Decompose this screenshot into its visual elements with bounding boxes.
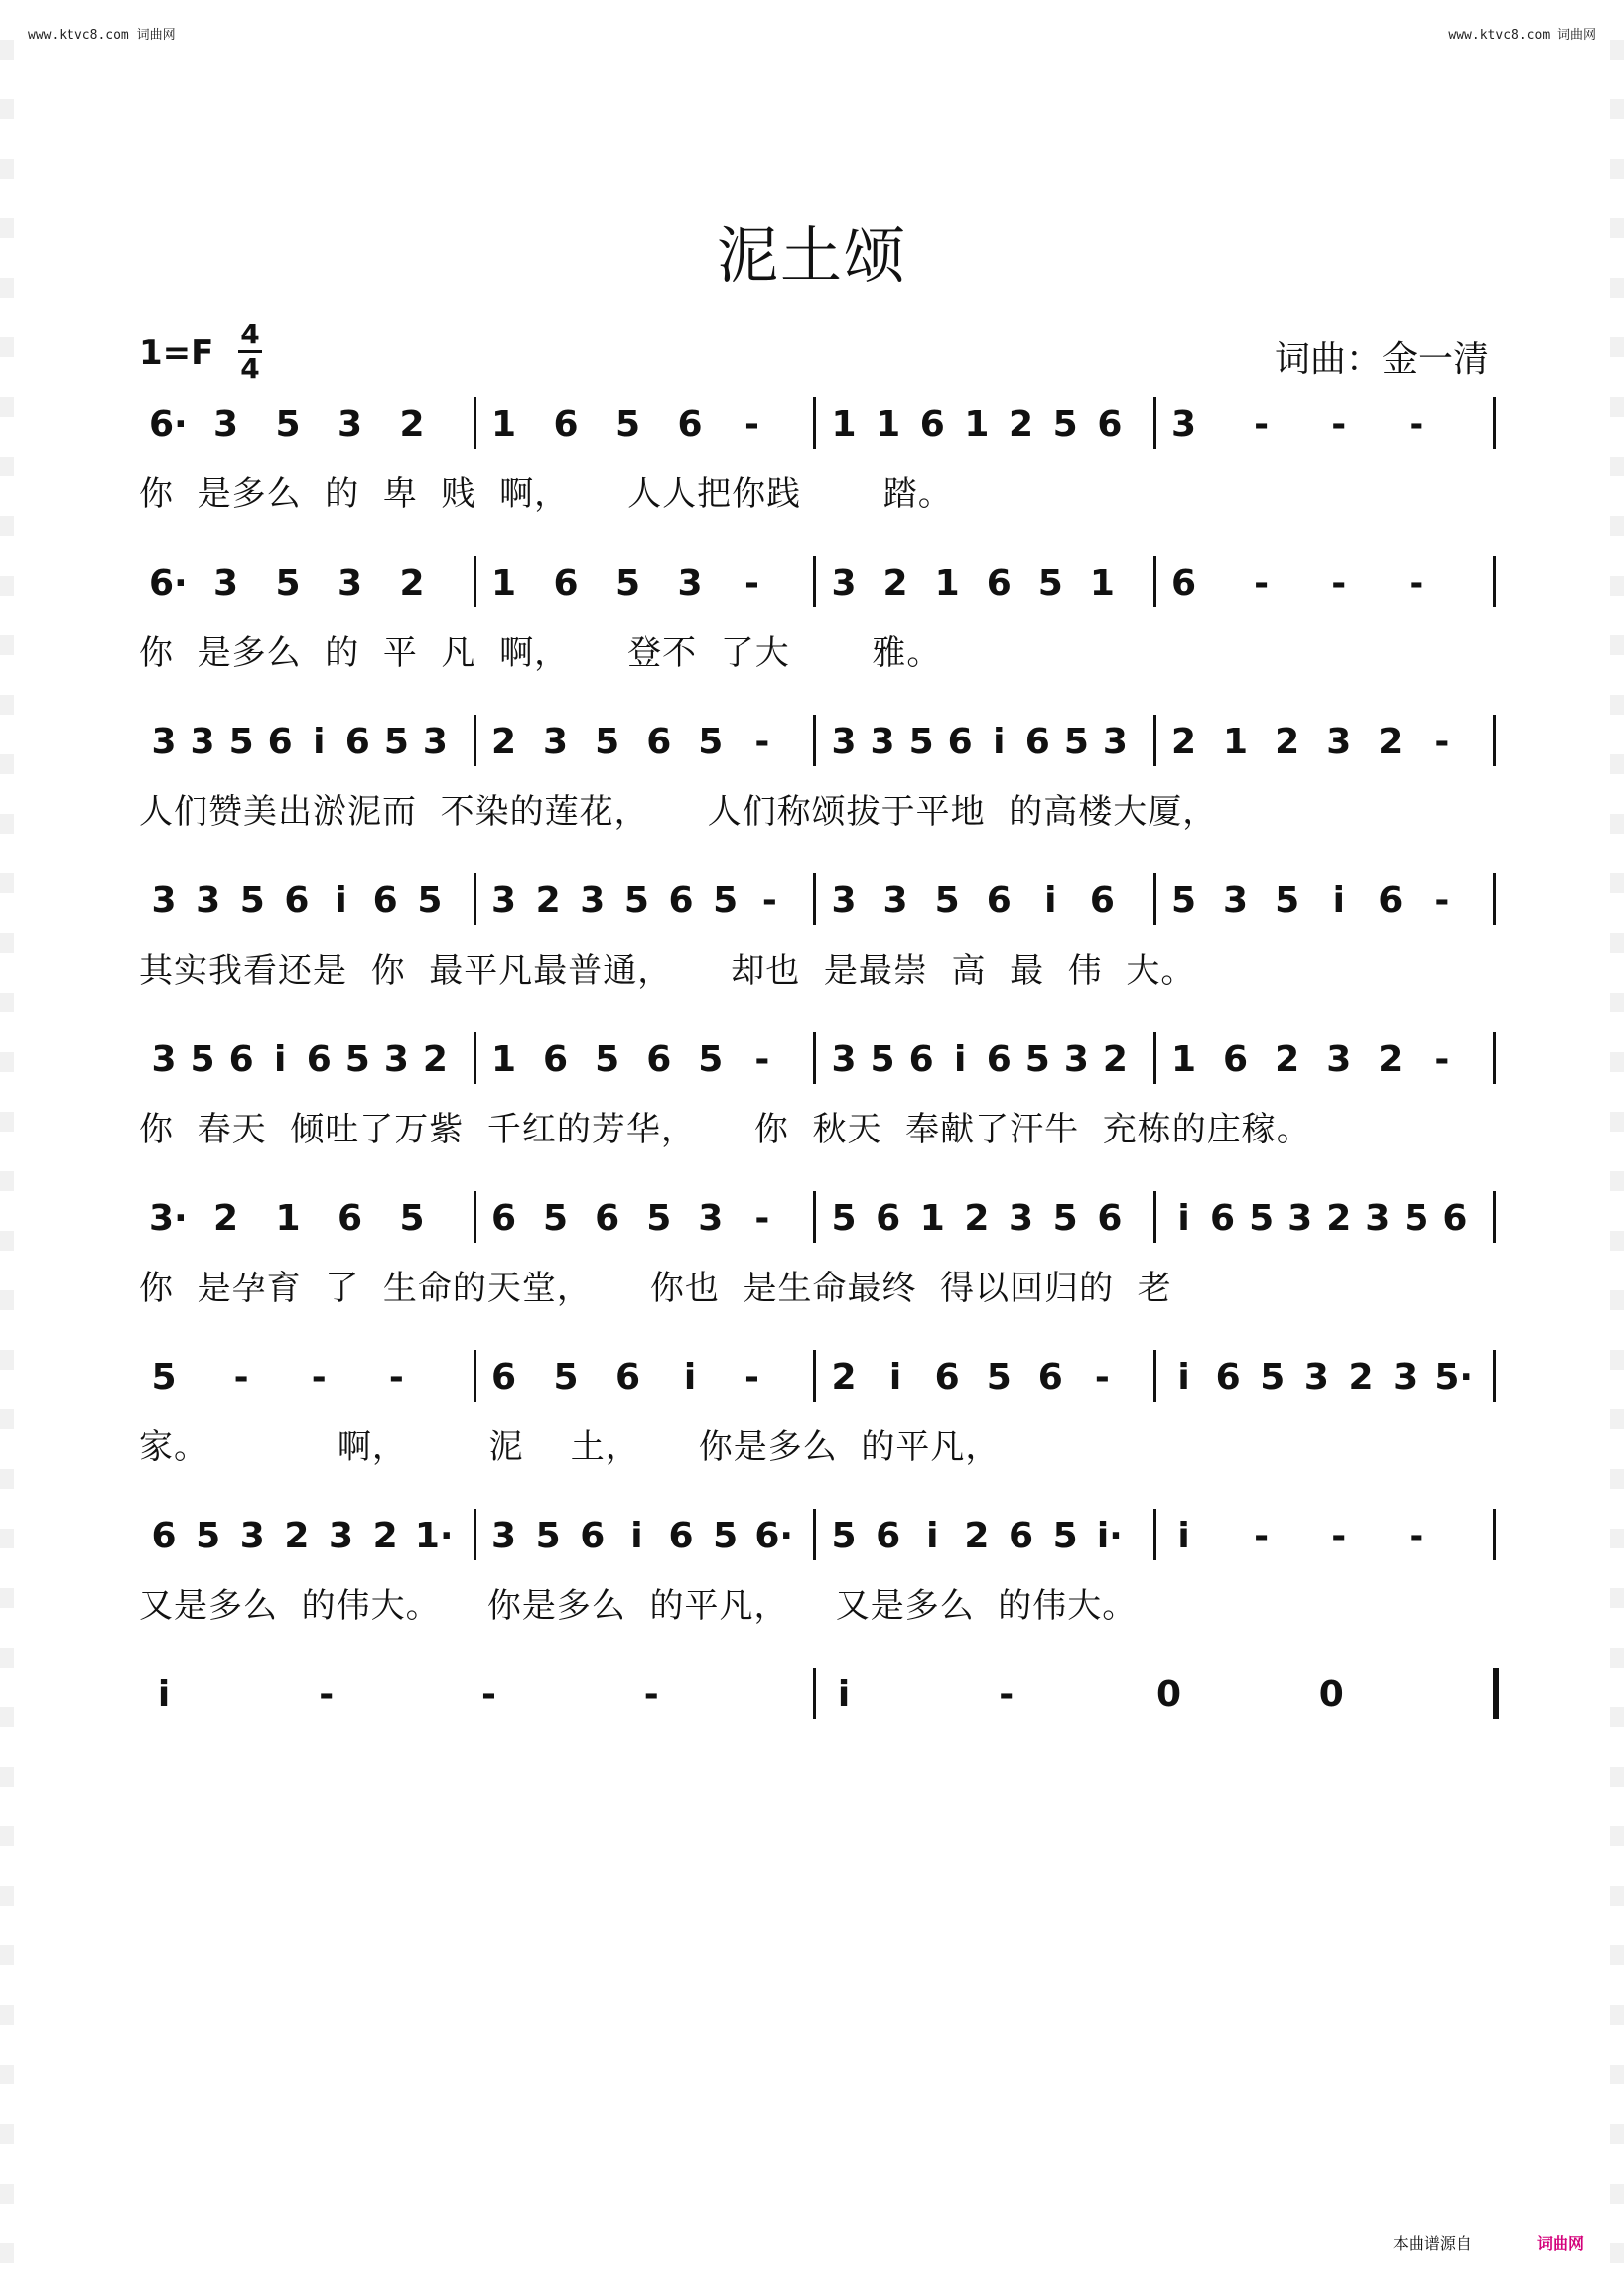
note: 3 (337, 563, 363, 603)
note: 2 (964, 1516, 990, 1556)
note: 5 (831, 1198, 857, 1239)
note: 1 (1089, 563, 1115, 603)
header-right-url[interactable]: www.ktvc8.com (1448, 28, 1551, 43)
note: - (1434, 722, 1450, 762)
note: 6 (876, 1516, 901, 1556)
notes-row (139, 871, 1499, 931)
note: 6· (149, 404, 188, 445)
note: 2 (964, 1198, 990, 1239)
header-right[interactable] (1448, 24, 1596, 43)
note: 6 (1223, 1039, 1249, 1080)
note: 3 (677, 563, 703, 603)
note: - (1434, 880, 1450, 921)
note: 6 (306, 1039, 332, 1080)
barline (474, 1509, 476, 1560)
time-signature (238, 320, 262, 384)
footer-source: 本曲谱源自 (1392, 2234, 1472, 2253)
note: 5 (1260, 1357, 1286, 1398)
note: 6 (1089, 880, 1115, 921)
note: 2 (1348, 1357, 1374, 1398)
barline (1153, 715, 1156, 766)
barline (813, 1032, 816, 1084)
note: 5 (713, 1516, 739, 1556)
note: 5 (614, 404, 641, 445)
note: 6 (986, 563, 1012, 603)
notes-row (139, 1666, 1499, 1725)
note: 5· (1434, 1357, 1474, 1398)
barline (1493, 397, 1496, 449)
note: 3 (831, 880, 857, 921)
lyrics-row: 其实我看还是 你 最平凡最普通， 却也 是最崇 高 最 伟 大。 (139, 951, 1196, 991)
note: 6 (947, 722, 973, 762)
note: - (744, 1357, 759, 1398)
barline (1493, 873, 1496, 925)
song-title: 泥土颂 (716, 219, 907, 292)
note: 1 (490, 404, 517, 445)
note: 0 (1318, 1675, 1344, 1715)
note: 3 (212, 563, 239, 603)
note: 2 (1378, 1039, 1404, 1080)
note: 6 (344, 722, 370, 762)
note: 2 (284, 1516, 310, 1556)
barline (813, 873, 816, 925)
note: 6 (934, 1357, 960, 1398)
note: 5 (1052, 1516, 1078, 1556)
note: 3 (1009, 1198, 1034, 1239)
note: 2 (1009, 404, 1034, 445)
note: 5 (535, 1516, 561, 1556)
note: i (1177, 1516, 1190, 1556)
note: 6 (553, 563, 579, 603)
note: 5 (151, 1357, 177, 1398)
note: - (643, 1675, 659, 1715)
note: 3 (870, 722, 895, 762)
note: 5 (1170, 880, 1197, 921)
note: - (744, 404, 759, 445)
note: 3 (1326, 722, 1352, 762)
barline (813, 397, 816, 449)
time-signature-top: 4 (240, 318, 260, 350)
note: 5 (417, 880, 443, 921)
lyrics-row: 你 是多么 的 卑 贱 啊， 人人把你践 踏。 (139, 474, 953, 514)
note: 6 (284, 880, 310, 921)
note: 1 (876, 404, 901, 445)
note: 3 (422, 722, 448, 762)
note: - (1434, 1039, 1450, 1080)
note: 2 (831, 1357, 857, 1398)
note: 6 (595, 1198, 620, 1239)
note: 6 (668, 1516, 694, 1556)
note: 6 (490, 1198, 517, 1239)
note: - (233, 1357, 249, 1398)
note: - (1094, 1357, 1110, 1398)
note: 2 (490, 722, 517, 762)
barline (813, 1509, 816, 1560)
note: 5 (1052, 1198, 1078, 1239)
note: 3· (149, 1198, 188, 1239)
note: 3 (212, 404, 239, 445)
lyrics-row: 你 春天 倾吐了万紫 千红的芳华， 你 秋天 奉献了汗牛 充栋的庄稼。 (139, 1110, 1311, 1149)
barline (1493, 1350, 1496, 1402)
note: - (1409, 404, 1424, 445)
barline (813, 1350, 816, 1402)
note: 3 (1170, 404, 1197, 445)
final-barline (1493, 1668, 1499, 1719)
note: 5 (383, 722, 409, 762)
note: 6 (1097, 404, 1123, 445)
note: 1 (275, 1198, 301, 1239)
note: 5 (870, 1039, 895, 1080)
note: 2 (399, 404, 425, 445)
note: 3 (151, 880, 177, 921)
note: 6 (267, 722, 293, 762)
barline (813, 715, 816, 766)
notes-row (139, 395, 1499, 455)
note: i (313, 722, 326, 762)
note: 3 (831, 722, 857, 762)
barline (474, 1191, 476, 1243)
note: i (335, 880, 347, 921)
note: 5 (623, 880, 649, 921)
note: 5 (1404, 1198, 1429, 1239)
note: - (754, 1039, 770, 1080)
note: 6 (668, 880, 694, 921)
notes-row (139, 713, 1499, 772)
barline (1153, 1032, 1156, 1084)
note: 5 (1024, 1039, 1050, 1080)
note: 3 (383, 1039, 409, 1080)
header-left-name[interactable]: 词曲网 (136, 28, 176, 43)
note: 6 (876, 1198, 901, 1239)
barline (1493, 1032, 1496, 1084)
note: 3 (831, 563, 857, 603)
note: - (319, 1675, 335, 1715)
note: 6 (1215, 1357, 1241, 1398)
barline (1153, 1350, 1156, 1402)
note: 3 (190, 722, 215, 762)
note: 5 (614, 563, 641, 603)
note: 3 (1063, 1039, 1089, 1080)
note: 6 (1097, 1198, 1123, 1239)
note: i (993, 722, 1006, 762)
note: 3 (1326, 1039, 1352, 1080)
note: 3 (1365, 1198, 1391, 1239)
note: 0 (1155, 1675, 1182, 1715)
note: 6 (1378, 880, 1404, 921)
note: 6 (986, 1039, 1012, 1080)
footer-brand[interactable]: 词曲网 (1536, 2234, 1584, 2253)
note: 5 (228, 722, 254, 762)
note: 1 (964, 404, 990, 445)
note: 5 (275, 563, 301, 603)
note: 6 (646, 1039, 672, 1080)
lyrics-row: 又是多么 的伟大。 你是多么 的平凡， 又是多么 的伟大。 (139, 1586, 1138, 1626)
note: 6 (646, 722, 672, 762)
note: - (744, 563, 759, 603)
lyrics-row: 你 是孕育 了 生命的天堂， 你也 是生命最终 得以回归的 老 (139, 1269, 1172, 1308)
note: 6 (1442, 1198, 1468, 1239)
note: - (1254, 404, 1270, 445)
note: 5 (1063, 722, 1089, 762)
note: 1 (934, 563, 960, 603)
note: 5 (1275, 880, 1300, 921)
note: 5 (908, 722, 934, 762)
note: 2 (1378, 722, 1404, 762)
barline (474, 1350, 476, 1402)
barline (813, 1191, 816, 1243)
note: 6 (337, 1198, 363, 1239)
note: 5 (595, 722, 620, 762)
barline (813, 1668, 816, 1719)
note: - (999, 1675, 1015, 1715)
note: 3 (239, 1516, 265, 1556)
note: i (1177, 1198, 1190, 1239)
note: 5 (553, 1357, 579, 1398)
note: 5 (543, 1198, 569, 1239)
note: 3 (831, 1039, 857, 1080)
note: 6 (151, 1516, 177, 1556)
note: 6 (580, 1516, 606, 1556)
barline (1493, 715, 1496, 766)
lyrics-row: 家。 啊， 泥 土， 你是多么 的平凡， (139, 1427, 1001, 1467)
note: 5 (344, 1039, 370, 1080)
note: 2 (535, 880, 561, 921)
note: - (1409, 563, 1424, 603)
note: 6 (1037, 1357, 1063, 1398)
time-signature-bottom: 4 (240, 352, 260, 385)
note: i· (1096, 1516, 1123, 1556)
note: 6 (490, 1357, 517, 1398)
barline (1153, 1509, 1156, 1560)
barline (474, 556, 476, 607)
note: 3 (490, 1516, 517, 1556)
note: 5 (190, 1039, 215, 1080)
barline (474, 397, 476, 449)
credit: 词曲：金一清 (1274, 339, 1489, 380)
barline (1153, 1191, 1156, 1243)
notes-row (139, 1189, 1499, 1249)
right-margin-watermark (1610, 0, 1624, 2278)
note: 3 (1303, 1357, 1329, 1398)
note: 6 (372, 880, 398, 921)
note: 1 (1223, 722, 1249, 762)
note: i (1177, 1357, 1190, 1398)
note: - (311, 1357, 327, 1398)
barline (1153, 556, 1156, 607)
note: 1 (490, 1039, 517, 1080)
note: i (926, 1516, 939, 1556)
note: 3 (1223, 880, 1249, 921)
note: 3 (882, 880, 908, 921)
note: 1· (414, 1516, 454, 1556)
note: 5 (646, 1198, 672, 1239)
note: - (761, 880, 777, 921)
barline (1493, 1509, 1496, 1560)
note: 5 (399, 1198, 425, 1239)
notes-row (139, 554, 1499, 613)
note: 5 (934, 880, 960, 921)
note: - (754, 1198, 770, 1239)
note: 5 (196, 1516, 221, 1556)
note: - (1254, 563, 1270, 603)
note: 6 (553, 404, 579, 445)
note: 1 (1170, 1039, 1197, 1080)
note: - (754, 722, 770, 762)
lyrics-row: 人们赞美出淤泥而 不染的莲花， 人们称颂拔于平地 的高楼大厦， (139, 792, 1218, 832)
lyrics-row: 你 是多么 的 平 凡 啊， 登不 了大 雅。 (139, 633, 942, 673)
barline (474, 873, 476, 925)
notes-row (139, 1507, 1499, 1566)
note: 5 (986, 1357, 1012, 1398)
note: - (1331, 1516, 1347, 1556)
note: 6· (149, 563, 188, 603)
header-right-name[interactable]: 词曲网 (1556, 28, 1596, 43)
note: 6 (908, 1039, 934, 1080)
note: - (1254, 1516, 1270, 1556)
note: 2 (422, 1039, 448, 1080)
note: 1 (490, 563, 517, 603)
note: i (157, 1675, 171, 1715)
notes-row (139, 1030, 1499, 1090)
note: 1 (831, 404, 857, 445)
note: 5 (1037, 563, 1063, 603)
note: i (274, 1039, 287, 1080)
note: - (1331, 404, 1347, 445)
note: 2 (1275, 722, 1300, 762)
note: 5 (1052, 404, 1078, 445)
note: 5 (1249, 1198, 1275, 1239)
note: i (1044, 880, 1057, 921)
note: i (888, 1357, 902, 1398)
note: 6 (1024, 722, 1050, 762)
note: 5 (713, 880, 739, 921)
barline (813, 556, 816, 607)
note: i (630, 1516, 643, 1556)
note: 3 (337, 404, 363, 445)
note: 2 (372, 1516, 398, 1556)
note: - (1409, 1516, 1424, 1556)
barline (474, 715, 476, 766)
note: 3 (329, 1516, 354, 1556)
note: 5 (698, 1039, 724, 1080)
note: 3 (580, 880, 606, 921)
note: 2 (1102, 1039, 1128, 1080)
note: - (388, 1357, 404, 1398)
note: - (1331, 563, 1347, 603)
note: 3 (490, 880, 517, 921)
note: 5 (239, 880, 265, 921)
note: 1 (919, 1198, 945, 1239)
note: 2 (399, 563, 425, 603)
barline (1153, 397, 1156, 449)
barline (1493, 1191, 1496, 1243)
note: 6 (677, 404, 703, 445)
note: 6 (1210, 1198, 1236, 1239)
note: 3 (1393, 1357, 1419, 1398)
note: 2 (1275, 1039, 1300, 1080)
note: 5 (275, 404, 301, 445)
note: 6 (543, 1039, 569, 1080)
note: i (837, 1675, 851, 1715)
key-signature: 1=F (139, 334, 214, 373)
note: 5 (831, 1516, 857, 1556)
barline (1153, 873, 1156, 925)
left-margin-watermark (0, 0, 14, 2278)
header-left-url[interactable]: www.ktvc8.com (28, 28, 129, 43)
note: 5 (595, 1039, 620, 1080)
note: 3 (698, 1198, 724, 1239)
barline (1493, 556, 1496, 607)
note: 2 (882, 563, 908, 603)
note: 6· (754, 1516, 794, 1556)
note: 3 (151, 1039, 177, 1080)
note: 3 (1102, 722, 1128, 762)
note: 6 (1009, 1516, 1034, 1556)
note: 3 (1287, 1198, 1313, 1239)
header-left[interactable] (28, 24, 176, 43)
barline (474, 1032, 476, 1084)
note: 6 (919, 404, 945, 445)
note: 6 (228, 1039, 254, 1080)
notes-row (139, 1348, 1499, 1407)
note: 2 (1326, 1198, 1352, 1239)
note: 6 (1170, 563, 1197, 603)
note: - (481, 1675, 496, 1715)
note: 3 (543, 722, 569, 762)
note: i (954, 1039, 967, 1080)
note: 2 (1170, 722, 1197, 762)
note: 3 (151, 722, 177, 762)
note: 6 (614, 1357, 641, 1398)
note: 3 (196, 880, 221, 921)
note: 6 (986, 880, 1012, 921)
note: i (1332, 880, 1345, 921)
note: 2 (212, 1198, 239, 1239)
note: i (683, 1357, 697, 1398)
note: 5 (698, 722, 724, 762)
footer (1393, 2231, 1584, 2254)
